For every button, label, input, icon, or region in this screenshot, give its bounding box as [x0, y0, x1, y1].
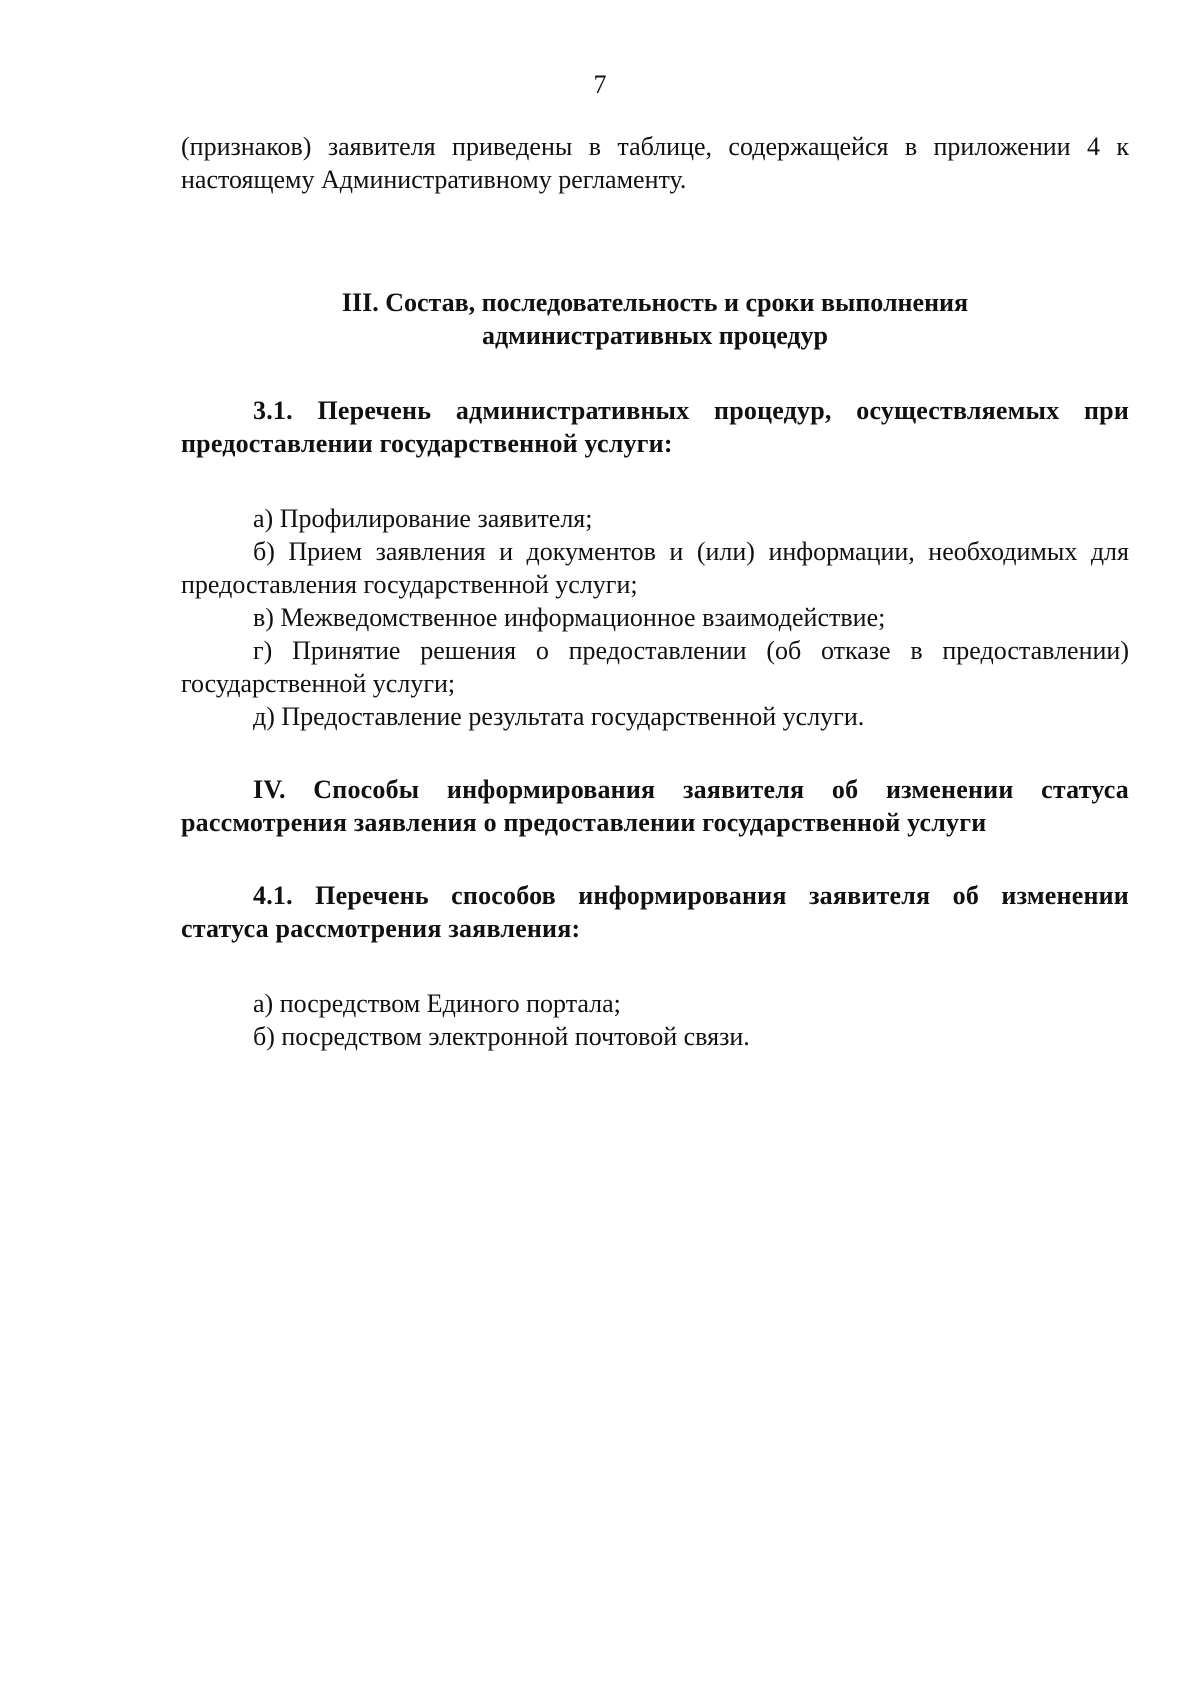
page-number: 7	[593, 70, 607, 99]
list-item: г) Принятие решения о предоставлении (об отказе в предоставлении) государственной услуги;	[181, 636, 1129, 698]
section-3-title-line-1: III. Состав, последовательность и сроки выполнения	[341, 288, 969, 317]
section-4-title: IV. Способы информирования заявителя об изменении статуса рассмотрения заявления о предоставлении государственной услуги	[181, 775, 1129, 837]
section-3-title-line-2: административных процедур	[481, 321, 829, 350]
section-3-title	[181, 286, 1129, 352]
intro-paragraph: (признаков) заявителя приведены в таблице, содержащейся в приложении 4 к настоящему Административному регламенту.	[181, 132, 1129, 194]
section-3-1-heading: 3.1. Перечень административных процедур, осуществляемых при предоставлении государственной услуги:	[181, 396, 1129, 458]
section-4-1-heading: 4.1. Перечень способов информирования заявителя об изменении статуса рассмотрения заявления:	[181, 881, 1129, 943]
page-content	[181, 130, 1129, 1053]
list-item: в) Межведомственное информационное взаимодействие;	[253, 603, 886, 632]
list-item: д) Предоставление результата государственной услуги.	[253, 702, 865, 731]
list-item: б) Прием заявления и документов и (или) информации, необходимых для предоставления государственной услуги;	[181, 537, 1129, 599]
list-item: а) Профилирование заявителя;	[253, 504, 593, 533]
list-item: а) посредством Единого портала;	[253, 989, 621, 1018]
list-item: б) посредством электронной почтовой связи.	[253, 1022, 750, 1051]
